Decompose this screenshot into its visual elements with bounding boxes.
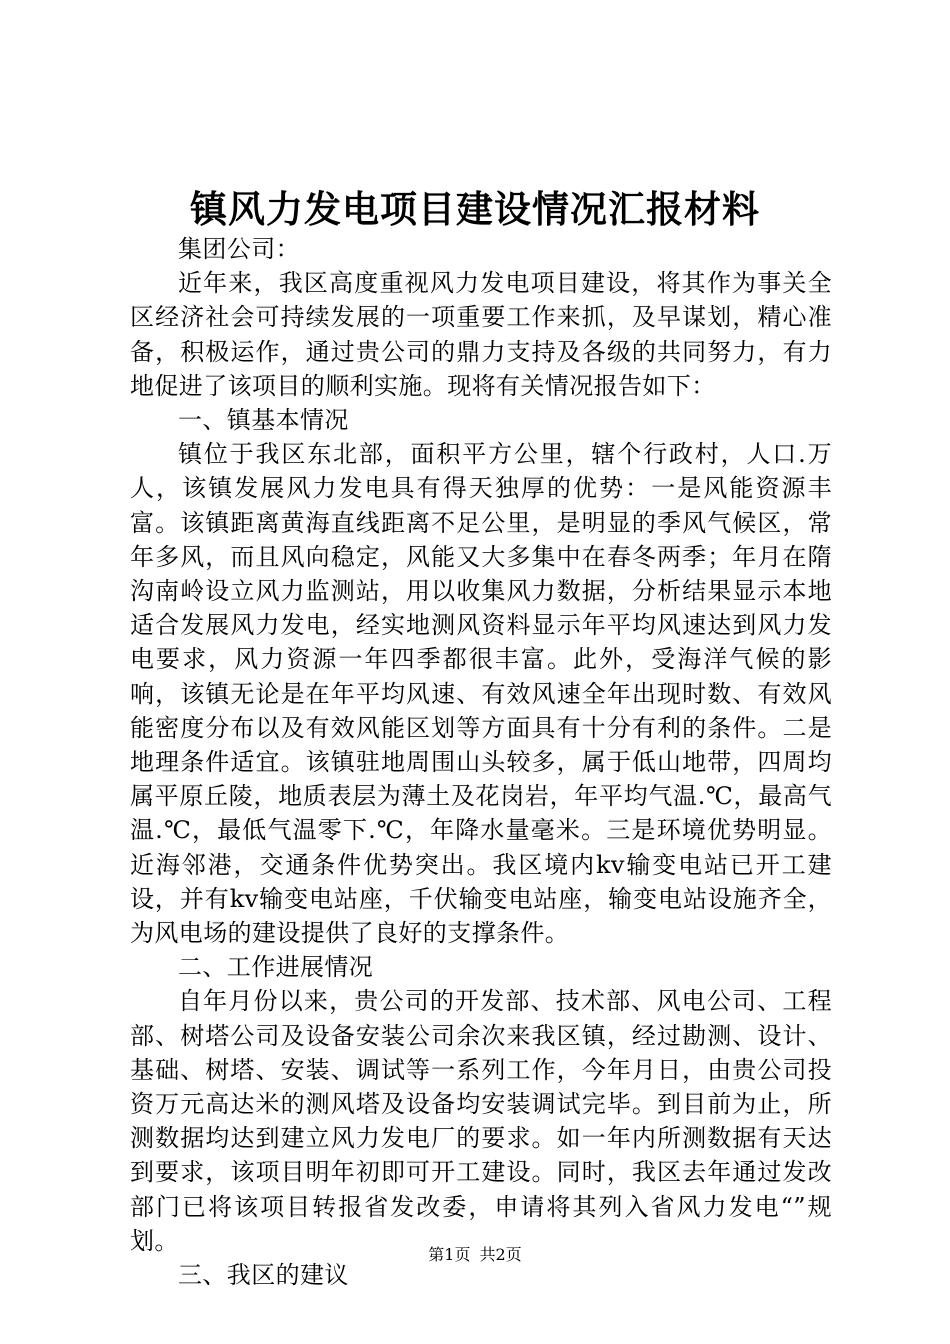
- page-number: 第1页: [428, 1245, 471, 1264]
- section-heading-3: 三、我区的建议: [178, 1261, 349, 1290]
- document-body: [130, 232, 832, 1292]
- intro-paragraph: 近年来，我区高度重视风力发电项目建设，将其作为事关全区经济社会可持续发展的一项重要工作来抓，及早谋划，精心准备，积极运作，通过贵公司的鼎力支持及各级的共同努力，有力地促进了该项目的顺利实施。现将有关情况报告如下：: [130, 269, 832, 400]
- section-2-paragraph: 自年月份以来，贵公司的开发部、技术部、风电公司、工程部、树塔公司及设备安装公司余次来我区镇，经过勘测、设计、基础、树塔、安装、调试等一系列工作，今年月日，由贵公司投资万元高达米的测风塔及设备均安装调试完毕。到目前为止，所测数据均达到建立风力发电厂的要求。如一年内所测数据有天达到要求，该项目明年初即可开工建设。同时，我区去年通过发改部门已将该项目转报省发改委，申请将其列入省风力发电“”规划。: [130, 987, 832, 1255]
- page-total: 共2页: [479, 1245, 522, 1264]
- section-1-paragraph: 镇位于我区东北部，面积平方公里，辖个行政村，人口.万人，该镇发展风力发电具有得天独厚的优势：一是风能资源丰富。该镇距离黄海直线距离不足公里，是明显的季风气候区，常年多风，而且风向稳定，风能又大多集中在春冬两季；年月在隋沟南岭设立风力监测站，用以收集风力数据，分析结果显示本地适合发展风力发电，经实地测风资料显示年平均风速达到风力发电要求，风力资源一年四季都很丰富。此外，受海洋气候的影响，该镇无论是在年平均风速、有效风速全年出现时数、有效风能密度分布以及有效风能区划等方面具有十分有利的条件。二是地理条件适宜。该镇驻地周围山头较多，属于低山地带，四周均属平原丘陵，地质表层为薄土及花岗岩，年平均气温.℃，最高气温.℃，最低气温零下.℃，年降水量毫米。三是环境优势明显。近海邻港，交通条件优势突出。我区境内kv输变电站已开工建设，并有kv输变电站座，千伏输变电站座，输变电站设施齐全，为风电场的建设提供了良好的支撑条件。: [130, 440, 832, 948]
- section-heading-2: 二、工作进展情况: [178, 953, 374, 982]
- section-heading-1: 一、镇基本情况: [178, 406, 349, 435]
- document-title: 镇风力发电项目建设情况汇报材料: [190, 187, 760, 231]
- page-footer: [0, 1243, 950, 1267]
- salutation: 集团公司：: [178, 235, 300, 263]
